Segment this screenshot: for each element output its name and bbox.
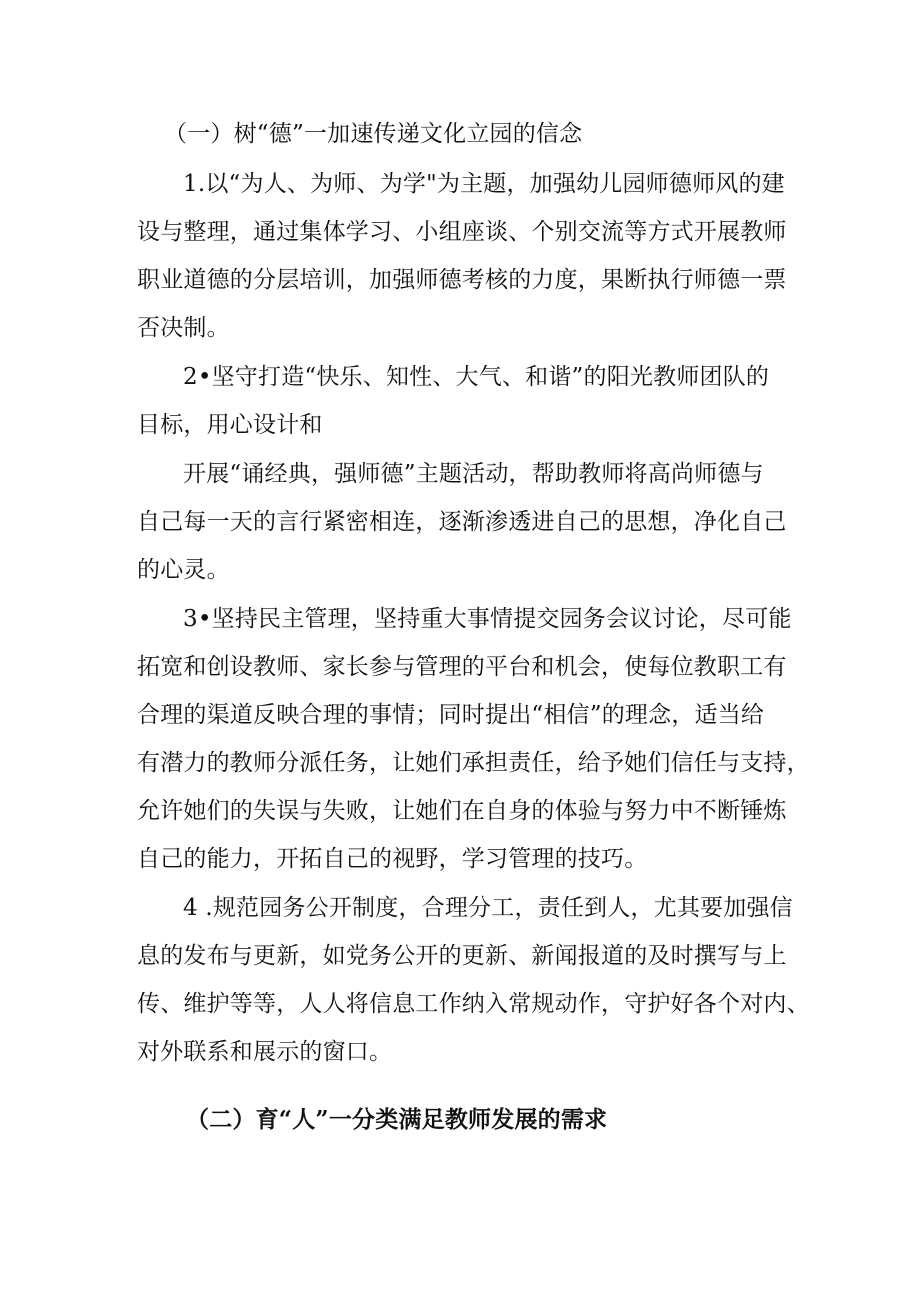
paragraph-4-line-1: 4 .规范园务公开制度，合理分工，责任到人，尤其要加强信 xyxy=(183,895,793,921)
paragraph-1-line-4: 否决制。 xyxy=(137,315,230,341)
paragraph-1-line-3: 职业道德的分层培训，加强师德考核的力度，果断执行师德一票 xyxy=(137,267,787,293)
paragraph-4-line-4: 对外联系和展示的窗口。 xyxy=(137,1039,393,1065)
section-heading-2: （二）育“人”一分类满足教师发展的需求 xyxy=(186,1106,608,1133)
paragraph-2-line-1: 2•坚守打造“快乐、知性、大气、和谐”的阳光教师团队的 xyxy=(183,364,770,390)
paragraph-3-line-6: 自己的能力，开拓自己的视野，学习管理的技巧。 xyxy=(137,846,648,872)
paragraph-2b-line-3: 的心灵。 xyxy=(137,557,230,583)
paragraph-1-line-2: 设与整理，通过集体学习、小组座谈、个别交流等方式开展教师 xyxy=(137,219,787,245)
paragraph-4-line-3: 传、维护等等，人人将信息工作纳入常规动作，守护好各个对内、 xyxy=(137,991,810,1017)
paragraph-3-line-4: 有潜力的教师分派任务，让她们承担责任，给予她们信任与支持， xyxy=(137,750,810,776)
section-heading-1: （一）树“德”一加速传递文化立园的信念 xyxy=(164,121,583,147)
paragraph-1-line-1: 1.以“为人、为师、为学"为主题，加强幼儿园师德师风的建 xyxy=(183,171,785,197)
paragraph-3-line-1: 3•坚持民主管理，坚持重大事情提交园务会议讨论，尽可能 xyxy=(183,606,792,632)
paragraph-2b-line-2: 自己每一天的言行紧密相连，逐渐渗透进自己的思想，净化自己 xyxy=(137,509,787,535)
paragraph-3-line-3: 合理的渠道反映合理的事情；同时提出“相信”的理念，适当给 xyxy=(137,702,765,728)
paragraph-4-line-2: 息的发布与更新，如党务公开的更新、新闻报道的及时撰写与上 xyxy=(137,943,787,969)
paragraph-2-line-2: 目标，用心设计和 xyxy=(137,412,323,438)
paragraph-3-line-5: 允许她们的失误与失败，让她们在自身的体验与努力中不断锤炼 xyxy=(137,798,787,824)
paragraph-3-line-2: 拓宽和创设教师、家长参与管理的平台和机会，使每位教职工有 xyxy=(137,654,787,680)
paragraph-2b-line-1: 开展“诵经典，强师德”主题活动，帮助教师将高尚师德与 xyxy=(183,461,764,487)
